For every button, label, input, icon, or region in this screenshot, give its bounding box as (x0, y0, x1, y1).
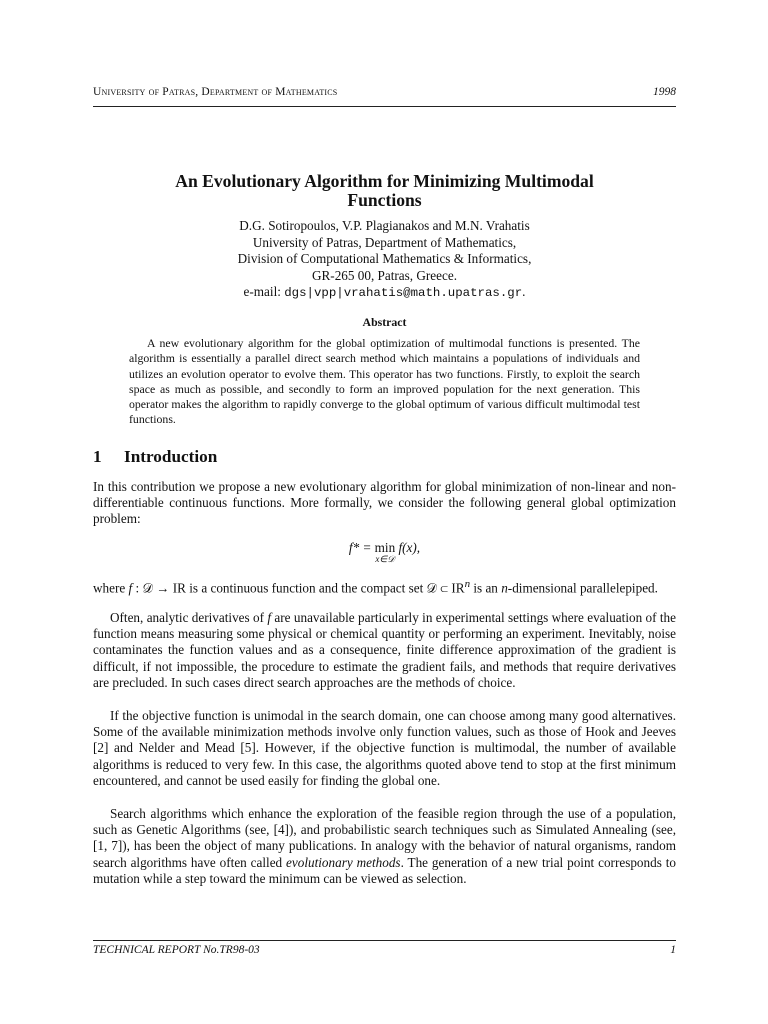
header-year: 1998 (653, 86, 676, 98)
email-line (93, 284, 676, 302)
abstract-body: A new evolutionary algorithm for the global optimization of multimodal functions is presented. The algorithm is essentially a parallel direct search method which maintains a populations of individuals and utilizes an evolution operator to evolve them. This operator has two functions. Firstly, to exploit the search space as much as possible, and secondly to form an improved population for the next generation. This operator makes the algorithm to rapidly converge to the global optimum of various difficult multimodal test functions. (129, 336, 640, 427)
p3-text-c: are unavailable particularly in experimental settings where evaluation of the function means measuring some physical or chemical quantity or performing an experiment. Inevitably, noise contaminates the function values and as a consequence, finite difference approximation of the gradient is difficult, if not impossible, the procedure to estimate the gradient fails, and methods that require derivatives are precluded. In such cases direct search approaches are the methods of choice. (93, 610, 676, 690)
email-suffix: . (522, 284, 526, 300)
header-institution: University of Patras, Department of Mathematics (93, 86, 338, 98)
footer-page-number: 1 (670, 944, 676, 956)
address: GR-265 00, Patras, Greece. (311, 267, 458, 283)
paragraph-3 (93, 610, 676, 691)
section-title: Introduction (124, 447, 218, 466)
page-footer (93, 940, 676, 959)
author-block (93, 218, 676, 302)
section-heading (93, 447, 676, 467)
p3-text-b: f (267, 610, 272, 625)
p5-text-b: evolutionary methods (286, 854, 401, 870)
affiliation-1: University of Patras, Department of Mathematics, (252, 234, 517, 250)
p2-text-d: n (464, 578, 471, 590)
abstract-heading: Abstract (362, 315, 407, 329)
equation-subscript: x∈𝒟 (375, 554, 395, 564)
equation-min-operator (374, 540, 396, 564)
equation-global-min (93, 540, 676, 564)
paragraph-2 (93, 576, 676, 597)
p2-text-f: n (501, 580, 508, 596)
title-line-1: An Evolutionary Algorithm for Minimizing Multimodal (175, 171, 594, 191)
email-address[interactable]: dgs|vpp|vrahatis@math.upatras.gr (284, 286, 523, 301)
paragraph-4: If the objective function is unimodal in the search domain, one can choose among many good alternatives. Some of the available minimization methods involve only function values, such as those of Hook and Jeeves [2] and Nelder and Mead [5]. However, if the objective function is multimodal, the number of available algorithms is reduced to very few. In this case, the algorithms quoted above tend to stop at the first minimum encountered, and cannot be used easily for finding the global one. (93, 708, 676, 788)
paragraph-1: In this contribution we propose a new evolutionary algorithm for global minimization of non-linear and non-differentiable continuous functions. More formally, we consider the following general global optimization problem: (93, 479, 676, 527)
affiliation-2: Division of Computational Mathematics & Informatics, (237, 251, 532, 267)
running-header (93, 86, 676, 107)
email-label: e-mail: (243, 284, 285, 300)
p3-text-a: Often, analytic derivatives of (110, 610, 268, 625)
footer-report-number: TECHNICAL REPORT No.TR98-03 (93, 944, 260, 956)
equation-rhs: f(x), (398, 540, 421, 555)
p2-text-a: where (93, 580, 129, 596)
p2-text-g: -dimensional parallelepiped. (507, 580, 658, 596)
p5-text-c: . The generation of a new trial point corresponds to mutation while a step toward the minimum can be viewed as selection. (93, 854, 676, 886)
paragraph-5 (93, 806, 676, 887)
p2-text-c: : 𝒟 → IR is a continuous function and the compact set 𝒟 ⊂ IR (132, 580, 465, 596)
p2-text-b: f (128, 580, 133, 596)
title-line-2: Functions (347, 190, 422, 210)
section-number: 1 (93, 447, 102, 466)
paper-title (93, 172, 676, 210)
equation-min: min (374, 540, 396, 555)
p2-text-e: is an (470, 580, 502, 596)
author-names: D.G. Sotiropoulos, V.P. Plagianakos and M.N. Vrahatis (239, 218, 530, 233)
p5-text-a: Search algorithms which enhance the exploration of the feasible region through the use of a population, such as Genetic Algorithms (see, [4]), and probabilistic search techniques such as Simulated Annealing (see, [1, 7]), has been the object of many publications. In analogy with the behavior of natural organisms, random search algorithms have often called (93, 806, 676, 870)
equation-lhs: f* = (348, 540, 372, 555)
